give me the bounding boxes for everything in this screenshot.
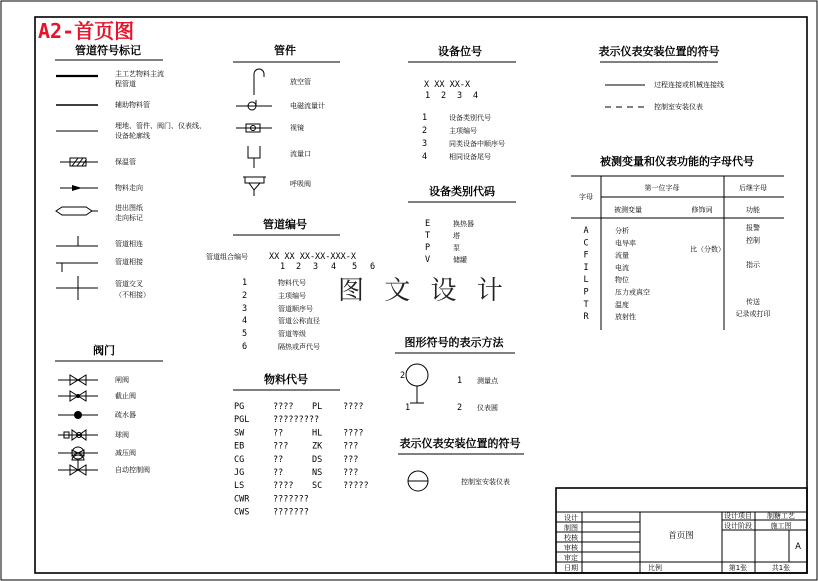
eq-label-3: 同类设备中顺序号 bbox=[449, 140, 505, 148]
install-position-top-section bbox=[599, 44, 725, 111]
function-0: 报警 bbox=[746, 224, 760, 232]
pipe-connected-symbol bbox=[56, 236, 98, 246]
flow-direction-icon bbox=[60, 185, 98, 191]
eq-label-1: 设备类别代号 bbox=[449, 114, 491, 122]
material-code-0: PG bbox=[234, 402, 245, 412]
pipe-idx-5: 5 bbox=[352, 262, 358, 272]
pipe-combination-label: 管道组合编号 bbox=[206, 253, 248, 261]
function-7: 记录或打印 bbox=[735, 310, 771, 319]
material-code-7: CWR bbox=[234, 494, 250, 505]
valve-label-2: 截止阀 bbox=[115, 392, 136, 400]
eq-idx-1: 1 bbox=[425, 91, 431, 101]
steam-trap-icon bbox=[58, 411, 98, 419]
ball-valve-icon bbox=[58, 430, 98, 440]
material-value-8: ??????? bbox=[273, 507, 309, 518]
cat-code-1: E bbox=[425, 219, 431, 229]
pn-n-6: 6 bbox=[242, 342, 248, 352]
material-code2-6: SC bbox=[312, 481, 323, 492]
material-code-4: CG bbox=[234, 454, 245, 465]
pipe-crossing-symbol bbox=[56, 276, 98, 300]
fittings-title: 管件 bbox=[274, 44, 296, 57]
pipe-label-6: 进出图纸 bbox=[115, 204, 143, 212]
install-top-label-2: 控制室安装仪表 bbox=[654, 103, 703, 111]
pipe-symbols-section bbox=[55, 43, 206, 300]
material-code-8: CWS bbox=[234, 507, 250, 518]
valve-label-3: 疏水器 bbox=[115, 411, 136, 419]
material-value-5: ?? bbox=[273, 468, 284, 478]
install-position-bottom-title: 表示仪表安装位置的符号 bbox=[399, 437, 521, 450]
col-letter: 字母 bbox=[579, 193, 593, 201]
off-sheet-arrow-icon bbox=[56, 207, 98, 215]
function-6: 传送 bbox=[746, 297, 760, 306]
pn-label-6: 隔热或声代号 bbox=[278, 343, 320, 351]
material-code2-3: ZK bbox=[312, 441, 323, 452]
material-code-6: LS bbox=[234, 481, 245, 492]
pn-label-5: 管道等级 bbox=[278, 330, 306, 338]
variable-5: 压力或真空 bbox=[615, 288, 650, 297]
pipe-symbols-title: 管道符号标记 bbox=[75, 44, 141, 57]
valve-label-1: 闸阀 bbox=[115, 376, 129, 384]
eq-label-4: 相同设备尾号 bbox=[449, 153, 491, 161]
tb-stage-value: 施工图 bbox=[770, 522, 792, 530]
letter-code-rows bbox=[583, 223, 770, 322]
material-code2-2: HL bbox=[312, 428, 323, 439]
pn-n-2: 2 bbox=[242, 291, 248, 301]
instrument-bubble-icon bbox=[406, 364, 428, 403]
gm-n-1: 1 bbox=[457, 376, 463, 386]
cat-label-2: 塔 bbox=[453, 232, 460, 240]
pipe-label-3b: 设备轮廓线 bbox=[115, 132, 150, 140]
material-code-5: JG bbox=[234, 468, 245, 478]
cat-label-4: 储罐 bbox=[453, 256, 467, 264]
letter-0: A bbox=[583, 226, 589, 236]
tb-row-design: 设计 bbox=[564, 514, 578, 522]
globe-valve-icon bbox=[58, 391, 98, 401]
variable-0: 分析 bbox=[615, 227, 629, 235]
valve-label-4: 球阀 bbox=[115, 431, 129, 439]
tb-row-review: 审核 bbox=[564, 544, 578, 552]
graphic-method-title: 图形符号的表示方法 bbox=[404, 336, 504, 349]
letter-1: C bbox=[583, 238, 589, 249]
install-position-top-title: 表示仪表安装位置的符号 bbox=[598, 45, 720, 58]
eq-n-1: 1 bbox=[422, 113, 428, 123]
fitting-label-3: 视镜 bbox=[290, 124, 304, 132]
material-value2-2: ???? bbox=[343, 428, 364, 439]
variable-7: 放射性 bbox=[615, 313, 636, 322]
vent-pipe-icon bbox=[254, 69, 264, 95]
tb-row-approve: 审定 bbox=[564, 554, 578, 562]
material-code2-0: PL bbox=[312, 402, 323, 412]
sheet-size: A bbox=[795, 542, 801, 552]
eq-idx-4: 4 bbox=[473, 91, 479, 101]
pipe-idx-2: 2 bbox=[296, 262, 302, 272]
pn-n-4: 4 bbox=[242, 316, 248, 326]
equipment-number-section bbox=[408, 44, 516, 162]
pipe-label-4: 保温管 bbox=[115, 158, 136, 166]
tb-project-label: 设计项目 bbox=[724, 512, 752, 520]
tb-row-date: 日期 bbox=[564, 564, 578, 572]
gate-valve-icon bbox=[58, 375, 98, 385]
material-value2-0: ???? bbox=[343, 402, 364, 412]
letter-5: P bbox=[583, 287, 589, 298]
valves-title: 阀门 bbox=[93, 344, 115, 357]
material-value-2: ?? bbox=[273, 428, 284, 439]
pipe-label-3: 埋地、管件、阀门、仪表线、 bbox=[115, 122, 206, 130]
control-room-instrument-icon bbox=[408, 471, 428, 491]
tb-stage-label: 设计阶段 bbox=[724, 522, 752, 530]
cat-label-1: 换热器 bbox=[453, 220, 474, 228]
pn-n-3: 3 bbox=[242, 304, 248, 314]
pipe-joined-symbol bbox=[56, 263, 98, 272]
bubble-number: 2 bbox=[400, 371, 406, 381]
tb-project-value: 制糖工艺 bbox=[767, 512, 795, 520]
material-value2-5: ??? bbox=[343, 468, 359, 478]
material-codes-title: 物料代号 bbox=[264, 373, 308, 386]
material-value-0: ???? bbox=[273, 402, 294, 412]
pn-n-1: 1 bbox=[242, 278, 248, 288]
fittings-section bbox=[233, 43, 340, 196]
eq-label-2: 主项编号 bbox=[449, 127, 477, 135]
pipe-label-2: 辅助物料管 bbox=[115, 101, 150, 109]
col-variable: 被测变量 bbox=[614, 206, 642, 214]
tb-total: 共1张 bbox=[771, 564, 791, 572]
watermark-text: 图 文 设 计 bbox=[338, 276, 509, 306]
letter-code-title: 被测变量和仪表功能的字母代号 bbox=[600, 155, 754, 168]
pressure-reducing-valve-icon bbox=[58, 447, 98, 459]
eq-n-2: 2 bbox=[422, 126, 428, 136]
letter-6: T bbox=[583, 299, 589, 310]
tb-sheet: 第1张 bbox=[728, 564, 748, 572]
material-codes-section bbox=[233, 372, 369, 518]
pipe-label-1b: 程管道 bbox=[115, 80, 136, 88]
cat-code-4: V bbox=[425, 255, 431, 265]
install-bottom-label: 控制室安装仪表 bbox=[461, 478, 510, 486]
col-function: 功能 bbox=[746, 206, 760, 214]
flowmeter-icon bbox=[236, 100, 272, 110]
eq-n-4: 4 bbox=[422, 152, 428, 162]
sheet-title: A2-首页图 bbox=[38, 19, 135, 43]
letter-3: I bbox=[583, 262, 589, 273]
material-code2-4: DS bbox=[312, 454, 323, 465]
control-valve-icon bbox=[58, 455, 98, 475]
tb-ratio: 比例 bbox=[648, 564, 662, 572]
fitting-label-2: 电磁流量计 bbox=[290, 102, 325, 110]
material-code-table bbox=[234, 402, 369, 518]
cat-code-3: P bbox=[425, 243, 431, 253]
col-modifier: 修饰词 bbox=[691, 206, 713, 214]
gm-label-1: 测量点 bbox=[477, 377, 498, 385]
pipe-label-6b: 走向标记 bbox=[115, 214, 143, 222]
equipment-number-title: 设备位号 bbox=[438, 45, 482, 58]
pn-label-4: 管道公称直径 bbox=[278, 317, 320, 325]
tb-row-check: 校核 bbox=[564, 534, 578, 542]
material-value-4: ?? bbox=[273, 454, 284, 465]
title-block bbox=[556, 488, 807, 573]
equipment-category-section bbox=[408, 184, 516, 265]
letter-7: R bbox=[583, 312, 589, 323]
gm-n-1-callout: 1 bbox=[405, 403, 411, 413]
gm-n-2: 2 bbox=[457, 403, 463, 413]
col-following-letter: 后继字母 bbox=[739, 184, 767, 192]
variable-4: 物位 bbox=[615, 276, 629, 285]
sight-glass-icon bbox=[236, 124, 272, 132]
cat-label-3: 泵 bbox=[453, 244, 460, 252]
letter-2: F bbox=[583, 250, 589, 261]
material-value2-3: ??? bbox=[343, 441, 359, 452]
variable-2: 流量 bbox=[615, 251, 629, 260]
pipe-label-1: 主工艺物料主流 bbox=[115, 70, 164, 78]
install-position-bottom-section bbox=[398, 436, 524, 491]
material-value-3: ??? bbox=[273, 441, 289, 452]
pipe-label-8: 管道相接 bbox=[115, 258, 143, 266]
function-3: 指示 bbox=[746, 260, 760, 269]
modifier-2: 比（分数） bbox=[690, 245, 725, 254]
pn-label-1: 物料代号 bbox=[278, 279, 306, 287]
pipe-idx-3: 3 bbox=[313, 262, 319, 272]
letter-code-table bbox=[571, 176, 784, 330]
pipe-label-9b: （不相接） bbox=[115, 291, 150, 299]
gm-label-2: 仪表圆 bbox=[477, 404, 498, 412]
material-value-1: ????????? bbox=[273, 415, 320, 426]
valves-section bbox=[55, 343, 163, 475]
pipe-label-7: 管道相连 bbox=[115, 240, 143, 248]
pipe-idx-1: 1 bbox=[280, 262, 286, 272]
material-code-3: EB bbox=[234, 441, 245, 452]
valve-label-6: 自动控制阀 bbox=[115, 466, 150, 474]
letter-code-section bbox=[571, 154, 784, 330]
graphic-method-section bbox=[395, 335, 515, 413]
tb-row-drawing: 制图 bbox=[564, 524, 578, 532]
insulated-pipe-symbol bbox=[60, 158, 98, 166]
material-value-7: ??????? bbox=[273, 494, 309, 505]
pipe-number-code: XX XX XX-XX-XXX-X bbox=[269, 252, 356, 262]
fitting-label-5: 呼吸阀 bbox=[290, 180, 311, 188]
pn-label-2: 主项编号 bbox=[278, 292, 306, 300]
flow-port-icon bbox=[248, 146, 260, 168]
material-value-6: ???? bbox=[273, 481, 294, 492]
function-1: 控制 bbox=[746, 236, 760, 245]
variable-3: 电流 bbox=[615, 263, 629, 272]
fitting-label-1: 放空管 bbox=[290, 78, 311, 86]
pn-n-5: 5 bbox=[242, 329, 248, 339]
pipe-label-5: 物料走向 bbox=[115, 184, 143, 192]
equipment-category-title: 设备类别代码 bbox=[429, 185, 495, 198]
variable-1: 电导率 bbox=[615, 239, 636, 248]
valve-label-5: 减压阀 bbox=[115, 449, 136, 457]
eq-n-3: 3 bbox=[422, 139, 428, 149]
eq-idx-3: 3 bbox=[457, 91, 463, 101]
material-code-2: SW bbox=[234, 428, 245, 439]
pipe-number-index bbox=[280, 262, 375, 272]
col-first-letter: 第一位字母 bbox=[644, 184, 680, 192]
pipe-number-title: 管道编号 bbox=[263, 218, 307, 231]
pipe-idx-4: 4 bbox=[331, 262, 337, 272]
eq-idx-2: 2 bbox=[441, 91, 447, 101]
pipe-idx-6: 6 bbox=[370, 262, 376, 272]
equipment-number-code: X XX XX-X bbox=[424, 80, 471, 90]
pipe-number-list bbox=[242, 278, 320, 352]
install-top-label-1: 过程连接或机械连接线 bbox=[654, 81, 724, 89]
drawing-name: 首页图 bbox=[668, 531, 694, 541]
breather-valve-icon bbox=[243, 177, 266, 196]
pn-label-3: 管道顺序号 bbox=[278, 305, 313, 313]
material-value2-4: ??? bbox=[343, 454, 359, 465]
letter-4: L bbox=[583, 275, 589, 286]
material-code2-5: NS bbox=[312, 468, 323, 478]
material-code-1: PGL bbox=[234, 415, 250, 426]
pipe-label-9: 管道交叉 bbox=[115, 280, 143, 288]
fitting-label-4: 流量口 bbox=[290, 150, 311, 158]
cat-code-2: T bbox=[425, 231, 431, 241]
variable-6: 温度 bbox=[615, 300, 629, 309]
material-value2-6: ????? bbox=[343, 481, 369, 492]
